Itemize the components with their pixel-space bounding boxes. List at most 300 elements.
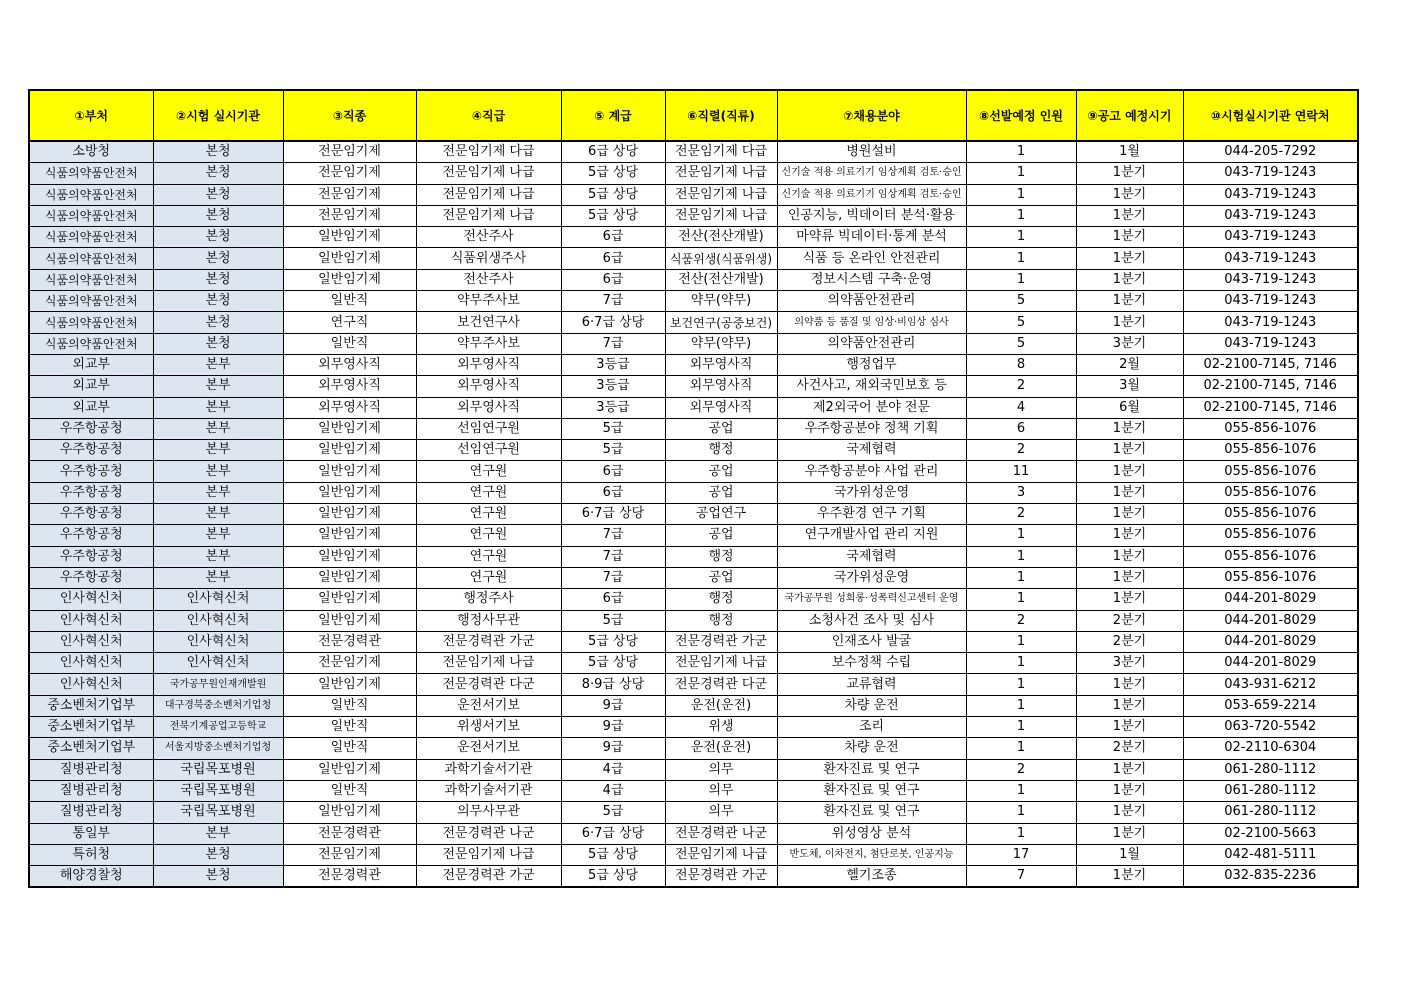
- cell-rank: 5급 상당: [561, 866, 665, 888]
- cell-job-series: 약무(약무): [665, 333, 777, 354]
- cell-contact: 043-719-1243: [1183, 205, 1358, 226]
- cell-notice-period: 1분기: [1076, 525, 1183, 546]
- cell-position: 운전서기보: [416, 738, 561, 759]
- cell-notice-period: 1분기: [1076, 759, 1183, 780]
- cell-job-series: 위생: [665, 717, 777, 738]
- cell-job-type: 일반임기제: [283, 567, 416, 588]
- cell-headcount: 1: [966, 248, 1076, 269]
- cell-exam-agency: 본부: [153, 461, 283, 482]
- cell-position: 전문임기제 나급: [416, 844, 561, 865]
- cell-exam-agency: 본청: [153, 291, 283, 312]
- cell-position: 의무사무관: [416, 802, 561, 823]
- cell-notice-period: 1분기: [1076, 823, 1183, 844]
- cell-contact: 043-719-1243: [1183, 248, 1358, 269]
- cell-ministry: 우주항공청: [29, 546, 153, 567]
- cell-ministry: 특허청: [29, 844, 153, 865]
- cell-headcount: 1: [966, 227, 1076, 248]
- cell-rank: 5급: [561, 418, 665, 439]
- table-row: [29, 717, 1358, 738]
- cell-position: 외무영사직: [416, 397, 561, 418]
- cell-notice-period: 1분기: [1076, 205, 1183, 226]
- cell-rank: 5급: [561, 440, 665, 461]
- cell-job-series: 외무영사직: [665, 397, 777, 418]
- cell-headcount: 2: [966, 610, 1076, 631]
- cell-headcount: 1: [966, 269, 1076, 290]
- cell-notice-period: 1월: [1076, 141, 1183, 163]
- cell-job-series: 전문임기제 다급: [665, 141, 777, 163]
- cell-contact: 055-856-1076: [1183, 418, 1358, 439]
- cell-notice-period: 2분기: [1076, 610, 1183, 631]
- cell-ministry: 우주항공청: [29, 418, 153, 439]
- cell-headcount: 4: [966, 397, 1076, 418]
- cell-contact: 044-205-7292: [1183, 141, 1358, 163]
- cell-recruit-field: 마약류 빅데이터·통계 분석: [777, 227, 966, 248]
- cell-headcount: 1: [966, 631, 1076, 652]
- cell-exam-agency: 인사혁신처: [153, 610, 283, 631]
- cell-position: 약무주사보: [416, 333, 561, 354]
- cell-contact: 055-856-1076: [1183, 504, 1358, 525]
- cell-job-type: 일반임기제: [283, 248, 416, 269]
- cell-job-type: 전문임기제: [283, 163, 416, 184]
- table-row: [29, 482, 1358, 503]
- cell-ministry: 식품의약품안전처: [29, 163, 153, 184]
- cell-recruit-field: 헬기조종: [777, 866, 966, 888]
- cell-job-series: 전문임기제 나급: [665, 205, 777, 226]
- cell-headcount: 1: [966, 184, 1076, 205]
- cell-recruit-field: 차량 운전: [777, 738, 966, 759]
- cell-exam-agency: 본청: [153, 141, 283, 163]
- cell-recruit-field: 우주항공분야 정책 기획: [777, 418, 966, 439]
- cell-contact: 055-856-1076: [1183, 567, 1358, 588]
- cell-recruit-field: 국가위성운영: [777, 482, 966, 503]
- cell-recruit-field: 의약품안전관리: [777, 333, 966, 354]
- cell-rank: 7급: [561, 546, 665, 567]
- cell-position: 연구원: [416, 504, 561, 525]
- cell-ministry: 우주항공청: [29, 525, 153, 546]
- table-row: [29, 291, 1358, 312]
- cell-headcount: 1: [966, 163, 1076, 184]
- cell-notice-period: 1분기: [1076, 184, 1183, 205]
- cell-headcount: 1: [966, 141, 1076, 163]
- cell-ministry: 소방청: [29, 141, 153, 163]
- cell-job-type: 외무영사직: [283, 354, 416, 375]
- cell-ministry: 인사혁신처: [29, 610, 153, 631]
- cell-exam-agency: 본부: [153, 546, 283, 567]
- cell-job-type: 일반임기제: [283, 589, 416, 610]
- cell-position: 연구원: [416, 461, 561, 482]
- table-header: [29, 90, 1358, 141]
- cell-job-type: 일반직: [283, 291, 416, 312]
- cell-contact: 055-856-1076: [1183, 546, 1358, 567]
- cell-notice-period: 1분기: [1076, 482, 1183, 503]
- cell-contact: 042-481-5111: [1183, 844, 1358, 865]
- cell-ministry: 우주항공청: [29, 567, 153, 588]
- cell-job-series: 보건연구(공중보건): [665, 312, 777, 333]
- cell-rank: 6·7급 상당: [561, 504, 665, 525]
- cell-recruit-field: 연구개발사업 관리 지원: [777, 525, 966, 546]
- cell-ministry: 중소벤처기업부: [29, 738, 153, 759]
- cell-headcount: 11: [966, 461, 1076, 482]
- header-job-series: ⑥직렬(직류): [665, 90, 777, 141]
- cell-rank: 5급 상당: [561, 844, 665, 865]
- cell-rank: 6급: [561, 227, 665, 248]
- cell-contact: 061-280-1112: [1183, 802, 1358, 823]
- cell-rank: 5급 상당: [561, 163, 665, 184]
- cell-position: 연구원: [416, 567, 561, 588]
- cell-exam-agency: 서울지방중소벤처기업청: [153, 738, 283, 759]
- cell-position: 과학기술서기관: [416, 780, 561, 801]
- cell-rank: 6급: [561, 482, 665, 503]
- cell-job-series: 외무영사직: [665, 376, 777, 397]
- table-row: [29, 418, 1358, 439]
- cell-position: 보건연구사: [416, 312, 561, 333]
- cell-contact: 044-201-8029: [1183, 610, 1358, 631]
- cell-contact: 02-2100-7145, 7146: [1183, 376, 1358, 397]
- cell-position: 선임연구원: [416, 418, 561, 439]
- cell-headcount: 6: [966, 418, 1076, 439]
- cell-ministry: 우주항공청: [29, 504, 153, 525]
- cell-recruit-field: 신기술 적용 의료기기 임상계획 검토·승인: [777, 184, 966, 205]
- header-rank: ⑤ 계급: [561, 90, 665, 141]
- cell-job-series: 전산(전산개발): [665, 227, 777, 248]
- cell-rank: 7급: [561, 291, 665, 312]
- cell-exam-agency: 인사혁신처: [153, 589, 283, 610]
- cell-exam-agency: 본청: [153, 184, 283, 205]
- cell-ministry: 중소벤처기업부: [29, 695, 153, 716]
- cell-exam-agency: 국립목포병원: [153, 802, 283, 823]
- cell-position: 외무영사직: [416, 376, 561, 397]
- cell-job-type: 전문임기제: [283, 653, 416, 674]
- cell-recruit-field: 조리: [777, 717, 966, 738]
- cell-recruit-field: 국가위성운영: [777, 567, 966, 588]
- cell-exam-agency: 본청: [153, 312, 283, 333]
- cell-contact: 043-719-1243: [1183, 269, 1358, 290]
- cell-notice-period: 1분기: [1076, 227, 1183, 248]
- table-row: [29, 205, 1358, 226]
- cell-rank: 5급: [561, 610, 665, 631]
- cell-notice-period: 3분기: [1076, 653, 1183, 674]
- cell-job-series: 전문경력관 다군: [665, 674, 777, 695]
- cell-position: 연구원: [416, 482, 561, 503]
- cell-job-series: 공업: [665, 418, 777, 439]
- cell-job-series: 공업: [665, 567, 777, 588]
- cell-job-type: 일반직: [283, 333, 416, 354]
- cell-ministry: 식품의약품안전처: [29, 291, 153, 312]
- cell-recruit-field: 행정업무: [777, 354, 966, 375]
- cell-headcount: 2: [966, 440, 1076, 461]
- cell-exam-agency: 본청: [153, 333, 283, 354]
- cell-exam-agency: 본청: [153, 163, 283, 184]
- cell-notice-period: 1분기: [1076, 780, 1183, 801]
- cell-exam-agency: 본청: [153, 248, 283, 269]
- cell-job-series: 행정: [665, 589, 777, 610]
- cell-job-type: 일반임기제: [283, 461, 416, 482]
- cell-headcount: 5: [966, 333, 1076, 354]
- cell-ministry: 식품의약품안전처: [29, 248, 153, 269]
- table-row: [29, 780, 1358, 801]
- cell-exam-agency: 본부: [153, 397, 283, 418]
- cell-contact: 043-931-6212: [1183, 674, 1358, 695]
- cell-headcount: 1: [966, 546, 1076, 567]
- cell-ministry: 질병관리청: [29, 759, 153, 780]
- cell-recruit-field: 신기술 적용 의료기기 임상계획 검토·승인: [777, 163, 966, 184]
- cell-headcount: 8: [966, 354, 1076, 375]
- cell-exam-agency: 본부: [153, 525, 283, 546]
- cell-position: 전문경력관 나군: [416, 823, 561, 844]
- cell-exam-agency: 국가공무원인재개발원: [153, 674, 283, 695]
- cell-exam-agency: 본부: [153, 354, 283, 375]
- cell-job-type: 전문임기제: [283, 844, 416, 865]
- cell-contact: 055-856-1076: [1183, 525, 1358, 546]
- cell-ministry: 식품의약품안전처: [29, 227, 153, 248]
- table-row: [29, 525, 1358, 546]
- recruitment-table: [28, 89, 1359, 888]
- header-contact: ⑩시험실시기관 연락처: [1183, 90, 1358, 141]
- cell-job-series: 행정: [665, 610, 777, 631]
- cell-job-type: 외무영사직: [283, 376, 416, 397]
- table-body: [29, 141, 1358, 887]
- cell-recruit-field: 병원설비: [777, 141, 966, 163]
- cell-exam-agency: 본부: [153, 376, 283, 397]
- cell-exam-agency: 인사혁신처: [153, 653, 283, 674]
- cell-job-series: 식품위생(식품위생): [665, 248, 777, 269]
- cell-job-type: 일반임기제: [283, 674, 416, 695]
- cell-exam-agency: 본청: [153, 227, 283, 248]
- cell-position: 약무주사보: [416, 291, 561, 312]
- cell-exam-agency: 본부: [153, 482, 283, 503]
- cell-job-type: 전문임기제: [283, 141, 416, 163]
- cell-position: 전문경력관 가군: [416, 866, 561, 888]
- cell-ministry: 외교부: [29, 397, 153, 418]
- cell-notice-period: 1분기: [1076, 163, 1183, 184]
- cell-job-series: 전문경력관 가군: [665, 631, 777, 652]
- cell-notice-period: 1분기: [1076, 248, 1183, 269]
- cell-headcount: 2: [966, 376, 1076, 397]
- table-row: [29, 354, 1358, 375]
- table-row: [29, 461, 1358, 482]
- cell-exam-agency: 본청: [153, 844, 283, 865]
- cell-position: 과학기술서기관: [416, 759, 561, 780]
- cell-rank: 4급: [561, 780, 665, 801]
- cell-job-type: 일반직: [283, 780, 416, 801]
- cell-ministry: 외교부: [29, 354, 153, 375]
- cell-ministry: 인사혁신처: [29, 674, 153, 695]
- cell-contact: 044-201-8029: [1183, 653, 1358, 674]
- cell-notice-period: 1분기: [1076, 440, 1183, 461]
- cell-notice-period: 1분기: [1076, 695, 1183, 716]
- cell-rank: 6급: [561, 461, 665, 482]
- cell-recruit-field: 제2외국어 분야 전문: [777, 397, 966, 418]
- cell-contact: 055-856-1076: [1183, 461, 1358, 482]
- cell-job-series: 공업연구: [665, 504, 777, 525]
- cell-contact: 032-835-2236: [1183, 866, 1358, 888]
- cell-notice-period: 3월: [1076, 376, 1183, 397]
- cell-contact: 043-719-1243: [1183, 184, 1358, 205]
- cell-job-series: 의무: [665, 780, 777, 801]
- cell-headcount: 1: [966, 589, 1076, 610]
- cell-position: 전문임기제 나급: [416, 653, 561, 674]
- cell-notice-period: 1분기: [1076, 461, 1183, 482]
- cell-headcount: 1: [966, 674, 1076, 695]
- cell-job-type: 일반임기제: [283, 759, 416, 780]
- table-row: [29, 184, 1358, 205]
- cell-rank: 9급: [561, 695, 665, 716]
- cell-job-series: 전문경력관 가군: [665, 866, 777, 888]
- cell-position: 선임연구원: [416, 440, 561, 461]
- cell-contact: 043-719-1243: [1183, 163, 1358, 184]
- cell-notice-period: 6월: [1076, 397, 1183, 418]
- table-row: [29, 631, 1358, 652]
- header-ministry: ①부처: [29, 90, 153, 141]
- cell-rank: 7급: [561, 525, 665, 546]
- table-row: [29, 802, 1358, 823]
- cell-rank: 5급 상당: [561, 184, 665, 205]
- cell-ministry: 우주항공청: [29, 440, 153, 461]
- cell-notice-period: 1분기: [1076, 802, 1183, 823]
- cell-contact: 063-720-5542: [1183, 717, 1358, 738]
- cell-rank: 7급: [561, 333, 665, 354]
- cell-job-type: 일반임기제: [283, 440, 416, 461]
- cell-job-type: 일반임기제: [283, 546, 416, 567]
- cell-exam-agency: 전북기계공업고등학교: [153, 717, 283, 738]
- cell-contact: 061-280-1112: [1183, 780, 1358, 801]
- header-exam-agency: ②시험 실시기관: [153, 90, 283, 141]
- cell-exam-agency: 국립목포병원: [153, 780, 283, 801]
- cell-recruit-field: 국제협력: [777, 440, 966, 461]
- cell-job-series: 공업: [665, 525, 777, 546]
- header-job-type: ③직종: [283, 90, 416, 141]
- cell-position: 전문임기제 나급: [416, 184, 561, 205]
- cell-ministry: 식품의약품안전처: [29, 312, 153, 333]
- cell-job-series: 전문임기제 나급: [665, 653, 777, 674]
- cell-exam-agency: 본부: [153, 567, 283, 588]
- cell-exam-agency: 본부: [153, 418, 283, 439]
- cell-notice-period: 1분기: [1076, 717, 1183, 738]
- cell-rank: 3등급: [561, 354, 665, 375]
- cell-rank: 6급: [561, 269, 665, 290]
- cell-recruit-field: 교류협력: [777, 674, 966, 695]
- table-row: [29, 653, 1358, 674]
- cell-headcount: 1: [966, 205, 1076, 226]
- cell-job-series: 전문임기제 나급: [665, 844, 777, 865]
- cell-notice-period: 1분기: [1076, 546, 1183, 567]
- cell-position: 외무영사직: [416, 354, 561, 375]
- cell-headcount: 1: [966, 717, 1076, 738]
- table-row: [29, 738, 1358, 759]
- cell-recruit-field: 국가공무원 성희롱·성폭력신고센터 운영: [777, 589, 966, 610]
- cell-contact: 044-201-8029: [1183, 631, 1358, 652]
- cell-exam-agency: 본청: [153, 205, 283, 226]
- cell-rank: 9급: [561, 738, 665, 759]
- cell-job-series: 전문임기제 나급: [665, 163, 777, 184]
- cell-rank: 6급 상당: [561, 141, 665, 163]
- cell-job-type: 전문임기제: [283, 205, 416, 226]
- cell-position: 식품위생주사: [416, 248, 561, 269]
- cell-headcount: 1: [966, 738, 1076, 759]
- cell-recruit-field: 정보시스템 구축·운영: [777, 269, 966, 290]
- cell-recruit-field: 환자진료 및 연구: [777, 802, 966, 823]
- cell-exam-agency: 인사혁신처: [153, 631, 283, 652]
- cell-job-type: 연구직: [283, 312, 416, 333]
- cell-rank: 5급 상당: [561, 631, 665, 652]
- cell-ministry: 식품의약품안전처: [29, 269, 153, 290]
- cell-notice-period: 1월: [1076, 844, 1183, 865]
- cell-job-type: 일반임기제: [283, 504, 416, 525]
- cell-position: 전문임기제 나급: [416, 163, 561, 184]
- cell-notice-period: 3분기: [1076, 333, 1183, 354]
- cell-exam-agency: 본부: [153, 823, 283, 844]
- cell-headcount: 1: [966, 823, 1076, 844]
- cell-job-type: 일반임기제: [283, 482, 416, 503]
- cell-headcount: 7: [966, 866, 1076, 888]
- cell-headcount: 1: [966, 780, 1076, 801]
- cell-recruit-field: 국제협력: [777, 546, 966, 567]
- cell-recruit-field: 소청사건 조사 및 심사: [777, 610, 966, 631]
- cell-rank: 6급: [561, 248, 665, 269]
- cell-ministry: 질병관리청: [29, 802, 153, 823]
- table-row: [29, 227, 1358, 248]
- table-row: [29, 163, 1358, 184]
- table-row: [29, 248, 1358, 269]
- cell-exam-agency: 본부: [153, 440, 283, 461]
- table-row: [29, 695, 1358, 716]
- cell-position: 전산주사: [416, 227, 561, 248]
- cell-exam-agency: 본부: [153, 504, 283, 525]
- cell-contact: 055-856-1076: [1183, 440, 1358, 461]
- cell-position: 전산주사: [416, 269, 561, 290]
- cell-job-series: 전문임기제 나급: [665, 184, 777, 205]
- cell-ministry: 인사혁신처: [29, 589, 153, 610]
- cell-headcount: 5: [966, 291, 1076, 312]
- cell-recruit-field: 환자진료 및 연구: [777, 759, 966, 780]
- cell-headcount: 1: [966, 802, 1076, 823]
- cell-notice-period: 1분기: [1076, 418, 1183, 439]
- cell-headcount: 1: [966, 695, 1076, 716]
- cell-recruit-field: 의약품 등 품질 및 임상·비임상 심사: [777, 312, 966, 333]
- cell-ministry: 인사혁신처: [29, 653, 153, 674]
- cell-rank: 4급: [561, 759, 665, 780]
- cell-headcount: 5: [966, 312, 1076, 333]
- cell-recruit-field: 위성영상 분석: [777, 823, 966, 844]
- cell-job-series: 전문경력관 나군: [665, 823, 777, 844]
- cell-job-type: 일반직: [283, 717, 416, 738]
- cell-notice-period: 1분기: [1076, 312, 1183, 333]
- cell-rank: 6·7급 상당: [561, 312, 665, 333]
- cell-rank: 9급: [561, 717, 665, 738]
- cell-notice-period: 1분기: [1076, 674, 1183, 695]
- cell-notice-period: 2월: [1076, 354, 1183, 375]
- table-row: [29, 674, 1358, 695]
- cell-job-type: 전문경력관: [283, 631, 416, 652]
- cell-job-type: 전문경력관: [283, 866, 416, 888]
- cell-job-type: 일반임기제: [283, 269, 416, 290]
- cell-position: 위생서기보: [416, 717, 561, 738]
- cell-job-series: 운전(운전): [665, 738, 777, 759]
- cell-job-type: 일반임기제: [283, 418, 416, 439]
- cell-rank: 7급: [561, 567, 665, 588]
- cell-contact: 061-280-1112: [1183, 759, 1358, 780]
- cell-ministry: 해양경찰청: [29, 866, 153, 888]
- cell-position: 연구원: [416, 525, 561, 546]
- cell-position: 행정사무관: [416, 610, 561, 631]
- cell-notice-period: 1분기: [1076, 567, 1183, 588]
- table-row: [29, 823, 1358, 844]
- cell-notice-period: 2분기: [1076, 631, 1183, 652]
- cell-job-type: 전문임기제: [283, 184, 416, 205]
- cell-notice-period: 1분기: [1076, 291, 1183, 312]
- table-row: [29, 376, 1358, 397]
- cell-job-series: 전산(전산개발): [665, 269, 777, 290]
